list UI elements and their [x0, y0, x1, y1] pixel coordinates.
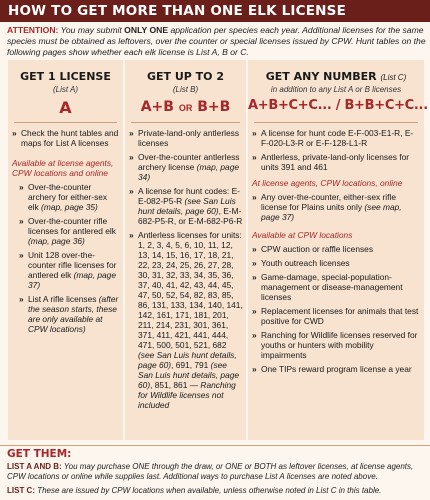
column-a-title: GET 1 LICENSE	[20, 70, 111, 83]
column-b-divider	[131, 122, 240, 123]
list-item: » Any over-the-counter, either-sex rifle license for Plains units only (see map, page 37)	[252, 192, 402, 222]
footer-divider	[0, 445, 430, 446]
footer-title: GET THEM:	[7, 448, 72, 460]
column-b-subtitle: (List B)	[172, 85, 199, 94]
list-item: » Over-the-counter archery for either-sex elk (map, page 35)	[19, 182, 108, 212]
column-list-a	[8, 60, 123, 440]
attention-label: ATTENTION:	[7, 25, 59, 35]
list-item: » A license for hunt code E-F-003-E1-R, E-F-020-L3-R or E-F-128-L1-R	[252, 128, 414, 148]
column-b-formula: A+B OR B+B	[140, 99, 231, 115]
list-item: » Youth outreach licenses	[252, 258, 350, 268]
column-c-divider	[254, 122, 418, 123]
column-list-c	[248, 60, 428, 440]
intro-text-a: You may submit	[58, 25, 125, 35]
list-item: » Over-the-counter rifle licenses for antlered elk (map, page 36)	[19, 216, 116, 246]
intro-paragraph	[7, 25, 427, 58]
list-item: » One TIPs reward program license a year	[252, 364, 412, 374]
list-item: » Unit 128 over-the-counter rifle licenses for antlered elk (map, page 37)	[19, 250, 117, 290]
column-b-title: GET UP TO 2	[146, 70, 225, 83]
intro-text-b: application per species each year. Additional licenses for the same species must be obtained as leftovers, over the counter or special licenses issued by CPW. Hunt tables on the following pages show whether each elk license is List A, B or C.	[7, 25, 426, 57]
column-c-availability-1: At license agents, CPW locations, online	[252, 178, 403, 188]
column-a-availability: Available at license agents, CPW locations and online	[12, 158, 114, 178]
list-item: » Antlerless, private-land-only licenses for units 391 and 461	[252, 152, 410, 172]
column-a-subtitle: (List A)	[52, 85, 79, 94]
list-item: » Replacement licenses for animals that test positive for CWD	[252, 306, 419, 326]
footer-list-c: LIST C: These are issued by CPW locations when available, unless otherwise noted in List C in this table.	[7, 486, 382, 495]
column-c-items	[252, 128, 421, 378]
list-item: » Check the hunt tables and maps for List A licenses	[12, 128, 119, 148]
column-a-items	[12, 128, 120, 338]
footer-list-ab: LIST A AND B: You may purchase ONE through the draw, or ONE or BOTH as leftover licenses, at license agents, CPW locations or online while supplies last. Additional ways to purchase List A licenses are noted above.	[7, 462, 414, 481]
column-c-subtitle: in addition to any List A or B licenses	[270, 85, 402, 94]
only-one-emphasis: ONLY ONE	[124, 25, 169, 35]
list-item: » Private-land-only antlerless licenses	[129, 128, 240, 148]
list-item: » Over-the-counter antlerless archery license (map, page 34)	[129, 152, 240, 182]
column-c-formula: A+B+C+C... / B+B+C+C...	[248, 98, 428, 113]
list-item: » List A rifle licenses (after the season starts, these are only available at CPW locations)	[19, 294, 119, 334]
list-item: » Antlerless licenses for units: 1, 2, 3, 4, 5, 6, 10, 11, 12, 13, 14, 15, 16, 17, 18, 21, 22, 23, 24, 25, 26, 27, 28, 30, 31, 32, 33, 34, 35, 36, 37, 40, 41, 42, 43, 44, 45, 47, 50, 52, 54, 82, 83, 85, 86, 131, 133, 134, 140, 141, 142, 161, 171, 181, 201, 211, 214, 231, 301, 361, 371, 411, 421, 441, 444, 471, 500, 501, 521, 682 (see San Luis hunt details, page 60), 691, 791 (see San Luis hunt details, page 60), 851, 861 — Ranching for Wildlife licenses not included	[129, 230, 243, 410]
column-a-formula: A	[59, 98, 72, 117]
column-b-items	[129, 128, 243, 414]
list-item: » A license for hunt codes: E-E-082-P5-R (see San Luis hunt details, page 60), E-M-682-P5-R, or E-M-682-P6-R	[129, 186, 243, 226]
column-a-divider	[14, 122, 117, 123]
list-item: » CPW auction or raffle licenses	[252, 244, 374, 254]
column-c-availability-2: Available at CPW locations	[252, 230, 353, 240]
column-c-title: GET ANY NUMBER (List C)	[265, 70, 407, 83]
list-item: » Ranching for Wildlife licenses reserved for youths or hunters with mobility impairments	[252, 330, 418, 360]
list-item: » Game-damage, special-population-management or disease-management licenses	[252, 272, 403, 302]
page-title: HOW TO GET MORE THAN ONE ELK LICENSE	[8, 3, 347, 19]
header-bar	[0, 0, 430, 22]
column-list-b	[125, 60, 246, 440]
